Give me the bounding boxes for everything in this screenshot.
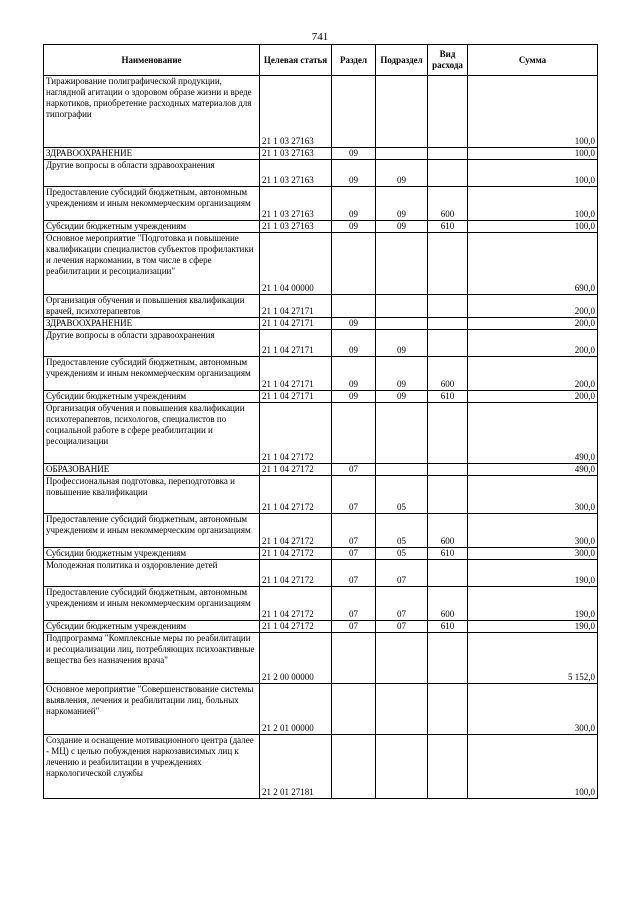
cell-section xyxy=(332,403,376,464)
cell-section: 09 xyxy=(332,391,376,403)
cell-target: 21 1 04 27172 xyxy=(260,514,332,548)
header-name: Наименование xyxy=(44,45,260,76)
cell-target: 21 1 04 27172 xyxy=(260,560,332,587)
cell-target: 21 1 04 00000 xyxy=(260,233,332,295)
cell-expense-type xyxy=(428,403,468,464)
cell-target: 21 2 01 27181 xyxy=(260,735,332,799)
header-subsection: Подраздел xyxy=(376,45,428,76)
cell-target: 21 1 04 27172 xyxy=(260,464,332,476)
cell-section: 07 xyxy=(332,621,376,633)
cell-subsection: 09 xyxy=(376,160,428,187)
cell-section: 09 xyxy=(332,330,376,357)
cell-name: Субсидии бюджетным учреждениям xyxy=(44,221,260,233)
cell-subsection: 09 xyxy=(376,221,428,233)
cell-target: 21 1 04 27171 xyxy=(260,391,332,403)
table-row xyxy=(44,233,598,295)
cell-expense-type: 600 xyxy=(428,357,468,391)
cell-section xyxy=(332,633,376,684)
table-row xyxy=(44,403,598,464)
table-row xyxy=(44,464,598,476)
cell-amount: 200,0 xyxy=(468,330,598,357)
cell-subsection: 05 xyxy=(376,514,428,548)
cell-amount: 190,0 xyxy=(468,621,598,633)
cell-expense-type xyxy=(428,735,468,799)
cell-subsection xyxy=(376,233,428,295)
table-row xyxy=(44,76,598,148)
cell-target: 21 1 04 27172 xyxy=(260,548,332,560)
cell-target: 21 1 04 27171 xyxy=(260,295,332,318)
cell-subsection xyxy=(376,403,428,464)
header-amount: Сумма xyxy=(468,45,598,76)
cell-section: 07 xyxy=(332,587,376,621)
cell-name: Субсидии бюджетным учреждениям xyxy=(44,391,260,403)
cell-amount: 690,0 xyxy=(468,233,598,295)
cell-name: Основное мероприятие "Подготовка и повышение квалификации специалистов субъектов профилактики и лечения наркомании, в том числе в сфере реабилитации и ресоциализации" xyxy=(44,233,260,295)
cell-subsection: 09 xyxy=(376,357,428,391)
header-target: Целевая статья xyxy=(260,45,332,76)
table-row xyxy=(44,633,598,684)
table-row xyxy=(44,318,598,330)
table-row xyxy=(44,295,598,318)
cell-target: 21 1 04 27172 xyxy=(260,587,332,621)
cell-section xyxy=(332,295,376,318)
table-row xyxy=(44,514,598,548)
table-row xyxy=(44,221,598,233)
cell-subsection: 09 xyxy=(376,391,428,403)
cell-section: 07 xyxy=(332,476,376,514)
table-row xyxy=(44,621,598,633)
cell-section: 07 xyxy=(332,548,376,560)
cell-section: 09 xyxy=(332,357,376,391)
cell-expense-type xyxy=(428,160,468,187)
cell-target: 21 2 01 00000 xyxy=(260,684,332,735)
table-row xyxy=(44,560,598,587)
cell-amount: 200,0 xyxy=(468,391,598,403)
cell-subsection: 09 xyxy=(376,330,428,357)
cell-expense-type: 610 xyxy=(428,621,468,633)
cell-subsection xyxy=(376,295,428,318)
cell-amount: 100,0 xyxy=(468,148,598,160)
cell-name: Создание и оснащение мотивационного центра (далее - МЦ) с целью побуждения наркозависимых лиц к лечению и реабилитации в учреждениях наркологической службы xyxy=(44,735,260,799)
cell-name: Профессиональная подготовка, переподготовка и повышение квалификации xyxy=(44,476,260,514)
cell-amount: 300,0 xyxy=(468,548,598,560)
header-section: Раздел xyxy=(332,45,376,76)
header-expense-type: Вид расхода xyxy=(428,45,468,76)
cell-name: ЗДРАВООХРАНЕНИЕ xyxy=(44,148,260,160)
table-header-row xyxy=(44,45,598,76)
cell-amount: 100,0 xyxy=(468,221,598,233)
cell-section: 09 xyxy=(332,318,376,330)
table-row xyxy=(44,187,598,221)
cell-amount: 100,0 xyxy=(468,160,598,187)
cell-section: 07 xyxy=(332,514,376,548)
cell-target: 21 1 04 27172 xyxy=(260,476,332,514)
cell-target: 21 1 04 27172 xyxy=(260,403,332,464)
cell-amount: 300,0 xyxy=(468,514,598,548)
cell-target: 21 1 04 27171 xyxy=(260,318,332,330)
cell-name: Предоставление субсидий бюджетным, автономным учреждениям и иным некоммерческим организациям xyxy=(44,187,260,221)
cell-amount: 300,0 xyxy=(468,476,598,514)
table-row xyxy=(44,735,598,799)
cell-expense-type: 610 xyxy=(428,221,468,233)
table-row xyxy=(44,548,598,560)
cell-expense-type: 610 xyxy=(428,391,468,403)
cell-section xyxy=(332,233,376,295)
cell-expense-type xyxy=(428,464,468,476)
cell-amount: 200,0 xyxy=(468,318,598,330)
cell-name: Предоставление субсидий бюджетным, автономным учреждениям и иным некоммерческим организациям xyxy=(44,357,260,391)
cell-section: 09 xyxy=(332,160,376,187)
cell-expense-type xyxy=(428,233,468,295)
cell-name: Основное мероприятие "Совершенствование системы выявления, лечения и реабилитации лиц, больных наркоманией" xyxy=(44,684,260,735)
budget-table xyxy=(43,44,598,799)
table-row xyxy=(44,391,598,403)
cell-subsection: 05 xyxy=(376,476,428,514)
table-row xyxy=(44,330,598,357)
cell-expense-type: 600 xyxy=(428,514,468,548)
table-row xyxy=(44,160,598,187)
cell-amount: 300,0 xyxy=(468,684,598,735)
cell-target: 21 1 04 27172 xyxy=(260,621,332,633)
cell-subsection xyxy=(376,318,428,330)
cell-expense-type: 600 xyxy=(428,587,468,621)
cell-section xyxy=(332,684,376,735)
cell-subsection xyxy=(376,735,428,799)
cell-section: 09 xyxy=(332,187,376,221)
table-row xyxy=(44,476,598,514)
cell-expense-type: 600 xyxy=(428,187,468,221)
cell-name: Предоставление субсидий бюджетным, автономным учреждениям и иным некоммерческим организациям xyxy=(44,587,260,621)
cell-expense-type xyxy=(428,476,468,514)
table-row xyxy=(44,357,598,391)
cell-expense-type xyxy=(428,560,468,587)
cell-expense-type: 610 xyxy=(428,548,468,560)
cell-expense-type xyxy=(428,684,468,735)
cell-target: 21 1 04 27171 xyxy=(260,357,332,391)
cell-section xyxy=(332,735,376,799)
cell-expense-type xyxy=(428,148,468,160)
cell-target: 21 1 04 27171 xyxy=(260,330,332,357)
cell-name: Другие вопросы в области здравоохранения xyxy=(44,330,260,357)
cell-subsection: 09 xyxy=(376,187,428,221)
cell-section xyxy=(332,76,376,148)
cell-subsection xyxy=(376,684,428,735)
cell-name: ОБРАЗОВАНИЕ xyxy=(44,464,260,476)
cell-amount: 200,0 xyxy=(468,357,598,391)
cell-expense-type xyxy=(428,633,468,684)
cell-amount: 100,0 xyxy=(468,735,598,799)
cell-name: ЗДРАВООХРАНЕНИЕ xyxy=(44,318,260,330)
table-row xyxy=(44,587,598,621)
cell-subsection: 07 xyxy=(376,587,428,621)
cell-target: 21 1 03 27163 xyxy=(260,160,332,187)
cell-subsection xyxy=(376,76,428,148)
cell-amount: 100,0 xyxy=(468,187,598,221)
cell-target: 21 1 03 27163 xyxy=(260,187,332,221)
cell-target: 21 1 03 27163 xyxy=(260,221,332,233)
cell-amount: 490,0 xyxy=(468,464,598,476)
cell-amount: 200,0 xyxy=(468,295,598,318)
cell-section: 09 xyxy=(332,148,376,160)
cell-expense-type xyxy=(428,295,468,318)
cell-name: Подпрограмма "Комплексные меры по реабилитации и ресоциализации лиц, потребляющих психоактивные вещества без назначения врача" xyxy=(44,633,260,684)
cell-expense-type xyxy=(428,76,468,148)
cell-name: Другие вопросы в области здравоохранения xyxy=(44,160,260,187)
cell-amount: 190,0 xyxy=(468,560,598,587)
cell-expense-type xyxy=(428,330,468,357)
cell-subsection: 05 xyxy=(376,548,428,560)
table-row xyxy=(44,148,598,160)
cell-name: Предоставление субсидий бюджетным, автономным учреждениям и иным некоммерческим организациям xyxy=(44,514,260,548)
cell-name: Субсидии бюджетным учреждениям xyxy=(44,548,260,560)
cell-name: Субсидии бюджетным учреждениям xyxy=(44,621,260,633)
cell-name: Тиражирование полиграфической продукции, наглядной агитации о здоровом образе жизни и вреде наркотиков, приобретение расходных материалов для типографии xyxy=(44,76,260,148)
cell-section: 07 xyxy=(332,560,376,587)
cell-target: 21 1 03 27163 xyxy=(260,76,332,148)
cell-amount: 5 152,0 xyxy=(468,633,598,684)
cell-target: 21 2 00 00000 xyxy=(260,633,332,684)
cell-subsection xyxy=(376,633,428,684)
cell-amount: 490,0 xyxy=(468,403,598,464)
cell-name: Организация обучения и повышения квалификации психотерапевтов, психологов, специалистов по социальной работе в сфере реабилитации и ресоциализации xyxy=(44,403,260,464)
cell-section: 07 xyxy=(332,464,376,476)
cell-expense-type xyxy=(428,318,468,330)
cell-name: Организация обучения и повышения квалификации врачей, психотерапевтов xyxy=(44,295,260,318)
cell-section: 09 xyxy=(332,221,376,233)
page-number: 741 xyxy=(311,31,329,43)
cell-target: 21 1 03 27163 xyxy=(260,148,332,160)
cell-subsection: 07 xyxy=(376,560,428,587)
table-row xyxy=(44,684,598,735)
cell-subsection xyxy=(376,464,428,476)
cell-subsection xyxy=(376,148,428,160)
cell-name: Молодежная политика и оздоровление детей xyxy=(44,560,260,587)
cell-amount: 190,0 xyxy=(468,587,598,621)
cell-subsection: 07 xyxy=(376,621,428,633)
cell-amount: 100,0 xyxy=(468,76,598,148)
